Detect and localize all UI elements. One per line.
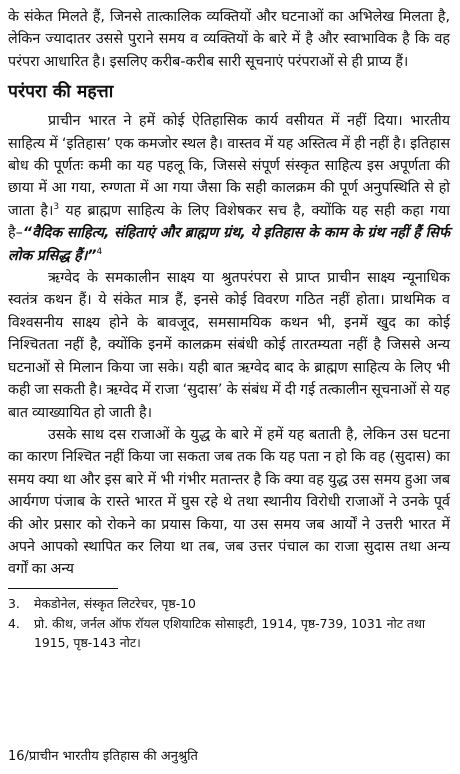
footnote-item: [8, 615, 450, 652]
paragraph-ten-kings-war: उसके साथ दस राजाओं के युद्ध के बारे में हमें यह बताती है, लेकिन उस घटना का कारण निश्चित नहीं किया जा सकता जब तक कि यह पता न हो कि वह (सुदास) का समय क्या था और इस बारे में भी गंभीर मतान्तर है कि क्या वह युद्ध उस समय हुआ जब आर्यगण पंजाब के रास्ते भारत में घुस रहे थे तथा स्थानीय विरोधी राजाओं ने उनके पूर्व की ओर प्रसार को रोकने का प्रयास किया, या उस समय जब आर्यों ने उत्तरी भारत में अपने आपको स्थापित कर लिया था तब, जब उत्तर पंचाल का राजा सुदास तथा अन्य वर्गों का अन्य: [8, 426, 450, 578]
paragraph-tradition-importance: [8, 110, 450, 267]
footnote-item: [8, 595, 450, 614]
footnote-text: मेकडोनेल, संस्कृत लिटरेचर, पृष्ठ-10: [34, 595, 196, 611]
footnote-text: प्रो. कीथ, जर्नल ऑफ रॉयल एशियाटिक सोसाइटी, 1914, पृष्ठ-739, 1031 नोट तथा 1915, पृष्ठ-143 नोट।: [34, 616, 426, 650]
footnote-ref-4[interactable]: 4: [96, 246, 103, 257]
footnote-number: 4.: [8, 616, 20, 632]
intro-paragraph: के संकेत मिलते हैं, जिनसे तात्कालिक व्यक्तियों और घटनाओं का अभिलेख मिलता है, लेकिन ज्यादातर उससे पुराने समय व व्यक्तियों के बारे में है और स्वाभाविक है कि वह परंपरा आधारित है। इसलिए करीब-करीब सारी सूचनाएं परंपराओं से ही प्राप्य हैं।: [8, 9, 450, 70]
footnote-divider: [8, 588, 118, 589]
paragraph-text-continued: यह ब्राह्मण साहित्य के लिए विशेषकर सच है, क्योंकि यह सही कहा गया है–: [8, 202, 450, 242]
section-heading: परंपरा की महत्ता: [8, 82, 114, 103]
page-footer: 16/प्राचीन भारतीय इतिहास की अनुश्रुति: [8, 749, 198, 764]
paragraph-rigveda-evidence: ऋग्वेद के समकालीन साक्ष्य या श्रुतपरंपरा से प्राप्त प्राचीन साक्ष्य न्यूनाधिक स्वतंत्र कथन हैं। ये संकेत मात्र हैं, इनसे कोई विवरण गठित नहीं होता। प्राथमिक व विश्वसनीय साक्ष्य होने के बावजूद, समसामयिक कथन भी, इनमें खुद का कोई निश्चितता नहीं है, क्योंकि इनमें कालक्रम संबंधी कोई तारतम्यता नहीं है जिससे अन्य घटनाओं से मिलान किया जा सके। यही बात ऋग्वेद बाद के ब्राह्मण साहित्य के लिए भी कही जा सकती है। ऋग्वेद में राजा ‘सुदास’ के संबंध में दी गई तत्कालीन सूचनाओं से यह बात व्याख्यायित हो जाती है।: [8, 270, 450, 421]
footnote-number: 3.: [8, 595, 20, 611]
footnote-ref-3[interactable]: 3: [53, 202, 60, 213]
paragraph-text: प्राचीन भारत ने हमें कोई ऐतिहासिक कार्य वसीयत में नहीं दिया। भारतीय साहित्य में ‘इतिहास’ एक कमजोर स्थल है। वास्तव में यह अस्तित्व में ही नहीं है। इतिहास बोध की पूर्णतः कमी का यह पहलू कि, जिससे संपूर्ण संस्कृत साहित्य इस अपूर्णता की छाया में आ गया, रुग्णता में आ गया जैसा कि सही कालक्रम की पूर्ण अनुपस्थिति से हो जाता है।: [8, 113, 450, 219]
block-quote: “वैदिक साहित्य, संहिताएं और ब्राह्मण ग्रंथ, ये इतिहास के काम के ग्रंथ नहीं हैं सिर्फ लोक प्रसिद्ध हैं।”: [8, 225, 450, 264]
